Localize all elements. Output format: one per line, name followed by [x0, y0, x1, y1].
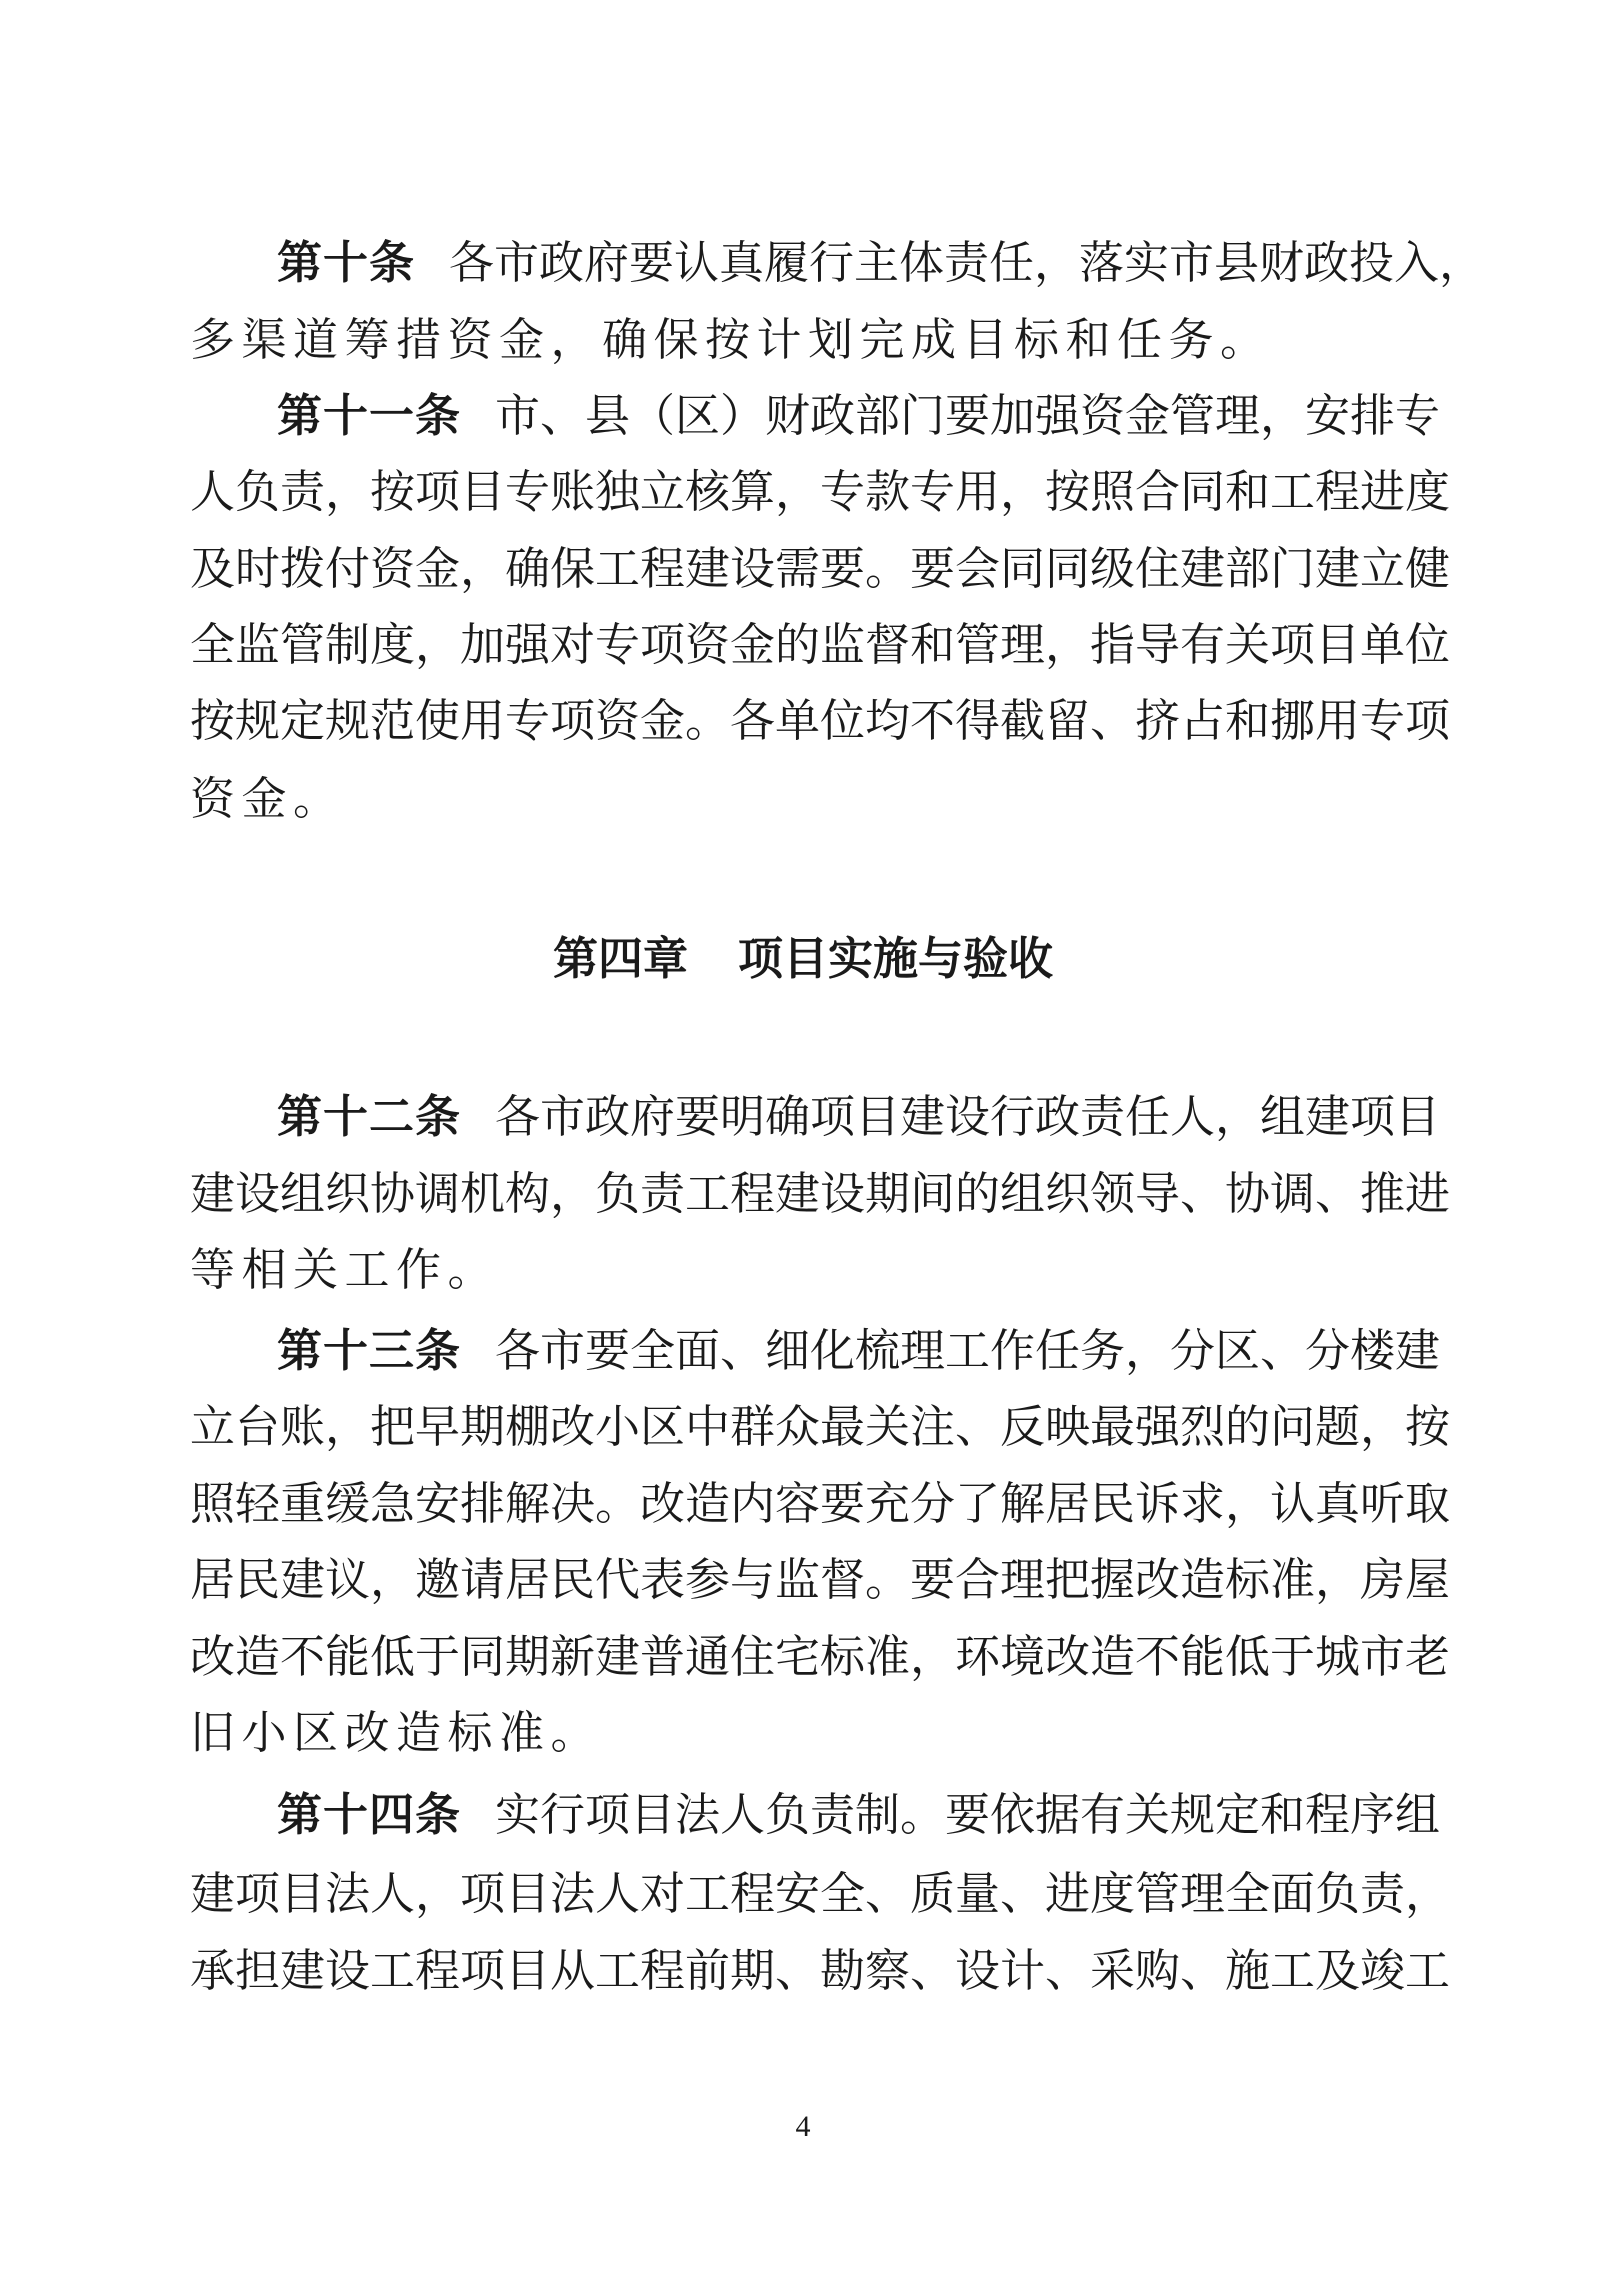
- article-13-line: 居民建议，邀请居民代表参与监督。要合理把握改造标准，房屋: [190, 1553, 1451, 1606]
- article-13-line: 照轻重缓急安排解决。改造内容要充分了解居民诉求，认真听取: [190, 1477, 1451, 1530]
- article-13-line: 旧小区改造标准。: [190, 1706, 603, 1759]
- article-text: 各市政府要认真履行主体责任，落实市县财政投入，: [449, 236, 1485, 289]
- article-12-line: 等相关工作。: [190, 1243, 500, 1296]
- article-11-line: 资金。: [190, 772, 345, 825]
- article-11-line: [277, 389, 1441, 442]
- article-13-line: 改造不能低于同期新建普通住宅标准，环境改造不能低于城市老: [190, 1630, 1451, 1683]
- article-13-line: 立台账，把早期棚改小区中群众最关注、反映最强烈的问题，按: [190, 1400, 1451, 1453]
- article-12-line: 建设组织协调机构，负责工程建设期间的组织领导、协调、推进: [190, 1167, 1451, 1220]
- article-11-line: 人负责，按项目专账独立核算，专款专用，按照合同和工程进度: [190, 465, 1451, 518]
- chapter-title: 项目实施与验收: [738, 932, 1054, 985]
- article-14-line: 建项目法人，项目法人对工程安全、质量、进度管理全面负责，: [190, 1867, 1451, 1920]
- article-text: 实行项目法人负责制。要依据有关规定和程序组: [495, 1788, 1441, 1841]
- article-10-line: 多渠道筹措资金，确保按计划完成目标和任务。: [190, 313, 1272, 366]
- article-text: 市、县（区）财政部门要加强资金管理，安排专: [495, 389, 1441, 442]
- article-label: 第十条: [277, 236, 416, 289]
- article-13-line: [277, 1324, 1441, 1377]
- article-11-line: 按规定规范使用专项资金。各单位均不得截留、挤占和挪用专项: [190, 694, 1451, 747]
- article-label: 第十三条: [277, 1324, 462, 1377]
- article-14-line: 承担建设工程项目从工程前期、勘察、设计、采购、施工及竣工: [190, 1944, 1451, 1997]
- article-11-line: 及时拨付资金，确保工程建设需要。要会同同级住建部门建立健: [190, 542, 1451, 595]
- article-text: 各市政府要明确项目建设行政责任人，组建项目: [495, 1090, 1441, 1143]
- article-11-line: 全监管制度，加强对专项资金的监督和管理，指导有关项目单位: [190, 618, 1451, 671]
- article-14-line: [277, 1788, 1441, 1841]
- article-12-line: [277, 1090, 1441, 1143]
- chapter-number: 第四章: [552, 932, 688, 985]
- article-label: 第十二条: [277, 1090, 462, 1143]
- article-label: 第十四条: [277, 1788, 462, 1841]
- chapter-heading: [0, 934, 1606, 984]
- article-10-line: [277, 236, 1485, 289]
- article-text: 各市要全面、细化梳理工作任务，分区、分楼建: [495, 1324, 1441, 1377]
- article-label: 第十一条: [277, 389, 462, 442]
- page-number: 4: [795, 2110, 811, 2143]
